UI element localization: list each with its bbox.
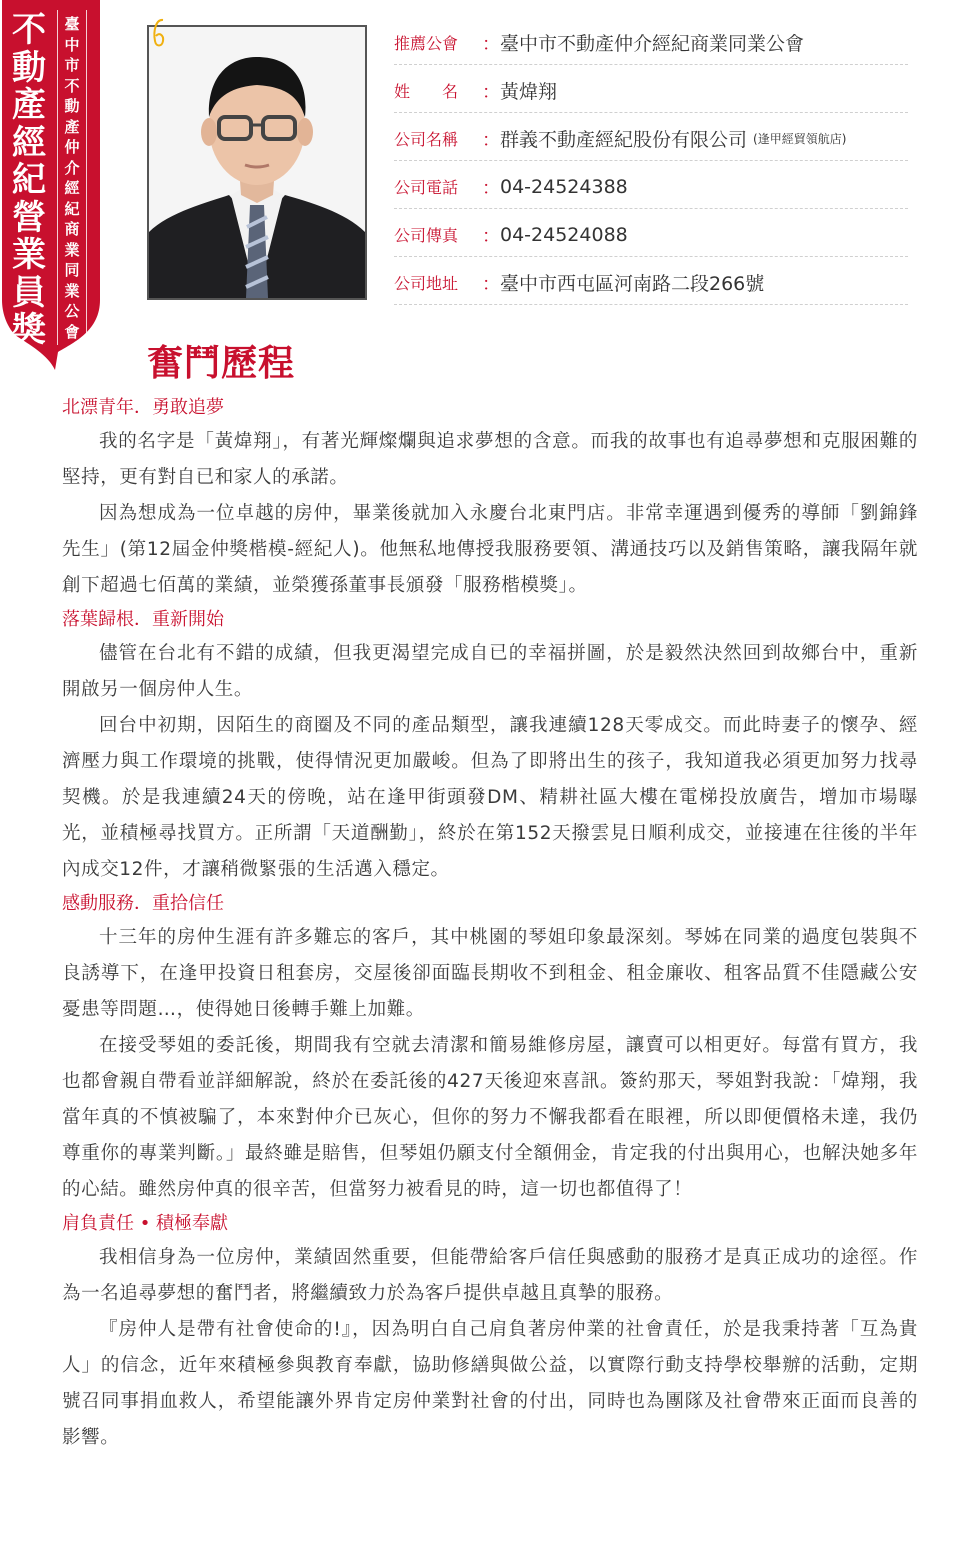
story-paragraph: 因為想成為一位卓越的房仲，畢業後就加入永慶台北東門店。非常幸運遇到優秀的導師「劉錦鋒先生」(第12屆金仲獎楷模-經紀人)。他無私地傳授我服務要領、溝通技巧以及銷售策略，讓我隔年就創下超過七佰萬的業績，並榮獲孫董事長頒發「服務楷模獎」。: [62, 503, 918, 596]
story-paragraph: 『房仲人是帶有社會使命的!』，因為明白自己肩負著房仲業的社會責任，於是我秉持著「互為貴人」的信念，近年來積極參與教育奉獻，協助修繕與做公益，以實際行動支持學校舉辦的活動，定期號召同事捐血救人，希望能讓外界肯定房仲業對社會的付出，同時也為團隊及社會帶來正面而良善的影響。: [62, 1319, 918, 1448]
branch-name: (逢甲經貿領航店): [753, 132, 847, 146]
association-name-vertical: 臺 中 市 不 動 產 仲 介 經 紀 商 業 同 業 公 會: [64, 15, 80, 341]
info-row-fax: 公司傳真 ： 04-24524088: [394, 209, 908, 257]
info-label: 公司名稱: [394, 130, 459, 149]
section-heading: 北漂青年．勇敢追夢: [62, 397, 224, 418]
story-paragraph: 我相信身為一位房仲，業績固然重要，但能帶給客戶信任與感動的服務才是真正成功的途徑。作為一名追尋夢想的奮鬥者，將繼續致力於為客戶提供卓越且真摯的服務。: [62, 1247, 918, 1304]
award-ribbon-banner: [0, 0, 100, 370]
section-heading: 落葉歸根．重新開始: [62, 609, 224, 630]
info-label: 公司電話: [394, 178, 459, 197]
story-title: 奮鬥歷程: [147, 343, 296, 384]
info-label: 公司地址: [394, 274, 459, 293]
story-paragraph: 儘管在台北有不錯的成績，但我更渴望完成自已的幸福拼圖，於是毅然決然回到故鄉台中，重新開啟另一個房仲人生。: [62, 643, 918, 700]
section-heading: 肩負責任 • 積極奉獻: [62, 1213, 229, 1234]
info-row-address: 公司地址 ： 臺中市西屯區河南路二段266號: [394, 257, 908, 305]
info-value: 04-24524088: [500, 223, 628, 246]
story-paragraph: 回台中初期，因陌生的商圈及不同的產品類型，讓我連續128天零成交。而此時妻子的懷孕、經濟壓力與工作環境的挑戰，使得情況更加嚴峻。但為了即將出生的孩子，我知道我必須更加努力找尋契機。於是我連續24天的傍晚，站在逢甲街頭發DM、精耕社區大樓在電梯投放廣告，增加市場曝光，並積極尋找買方。正所謂「天道酬勤」，終於在第152天撥雲見日順利成交，並接連在往後的半年內成交12件，才讓稍微緊張的生活邁入穩定。: [62, 715, 918, 880]
section-heading: 感動服務．重拾信任: [62, 893, 224, 914]
story-paragraph: 十三年的房仲生涯有許多難忘的客戶，其中桃園的琴姐印象最深刻。琴姊在同業的過度包裝與不良誘導下，在逢甲投資日租套房，交屋後卻面臨長期收不到租金、租金廉收、租客品質不佳隱藏公安憂患等問題…，使得她日後轉手難上加難。: [62, 927, 918, 1020]
portrait-photo: [147, 25, 367, 300]
award-title-vertical: 不 動 產 經 紀 營 業 員 獎: [12, 10, 46, 350]
profile-info-list: [394, 17, 908, 305]
info-row-company: 公司名稱 ： 群義不動產經紀股份有限公司 (逢甲經貿領航店): [394, 113, 908, 161]
info-row-association: 推薦公會 ： 臺中市不動產仲介經紀商業同業公會: [394, 17, 908, 65]
association-column: [57, 10, 87, 345]
story-body: [62, 392, 918, 1456]
info-row-phone: 公司電話 ： 04-24524388: [394, 161, 908, 209]
story-paragraph: 我的名字是「黃煒翔」，有著光輝燦爛與追求夢想的含意。而我的故事也有追尋夢想和克服困難的堅持，更有對自已和家人的承諾。: [62, 431, 918, 488]
portrait-illustration: [149, 27, 365, 298]
info-label: 公司傳真: [394, 226, 459, 245]
story-paragraph: 在接受琴姐的委託後，期間我有空就去清潔和簡易維修房屋，讓賣可以相更好。每當有買方，我也都會親自帶看並詳細解說，終於在委託後的427天後迎來喜訊。簽約那天，琴姐對我說：「煒翔，我當年真的不慎被騙了，本來對仲介已灰心，但你的努力不懈我都看在眼裡，所以即便價格未達，我仍尊重你的專業判斷。」最終雖是賠售，但琴姐仍願支付全額佣金，肯定我的付出與用心，也解決她多年的心結。雖然房仲真的很辛苦，但當努力被看見的時，這一切也都值得了！: [62, 1035, 918, 1200]
info-label: 姓 名: [394, 82, 459, 101]
info-value: 臺中市不動產仲介經紀商業同業公會: [500, 33, 805, 55]
signature-mark-icon: [150, 17, 168, 49]
info-value: 群義不動產經紀股份有限公司: [500, 129, 748, 151]
info-value: 04-24524388: [500, 175, 628, 198]
info-label: 推薦公會: [394, 34, 459, 53]
info-value: 臺中市西屯區河南路二段266號: [500, 273, 765, 295]
info-value: 黃煒翔: [500, 81, 558, 103]
info-row-name: 姓 名 ： 黃煒翔: [394, 65, 908, 113]
